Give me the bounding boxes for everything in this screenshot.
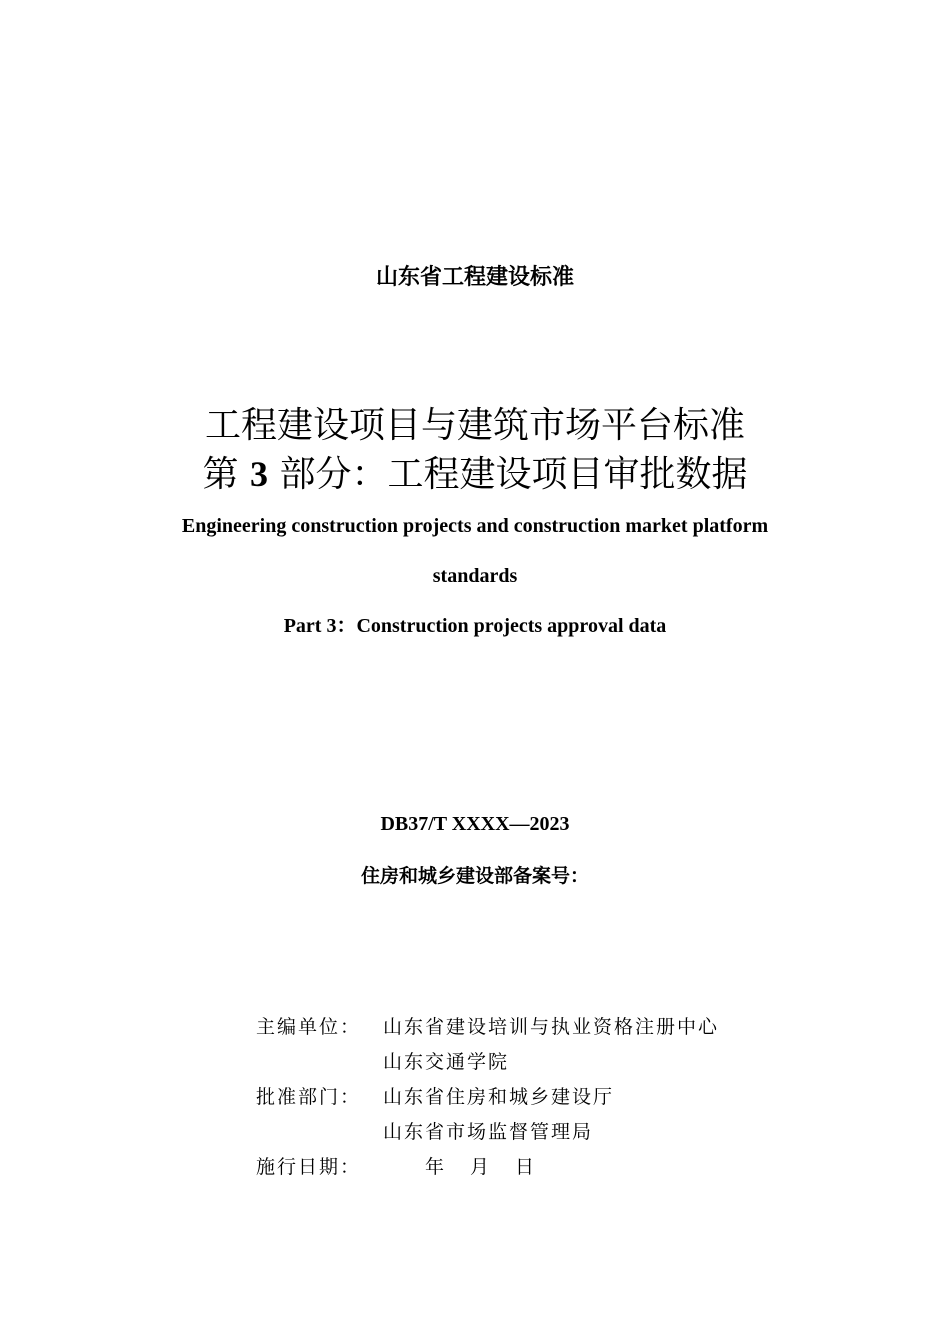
editor-row-2 xyxy=(256,1045,719,1080)
approver-value-2: 山东省市场监督管理局 xyxy=(383,1121,594,1143)
approver-value-1: 山东省住房和城乡建设厅 xyxy=(383,1086,615,1108)
standard-category: 山东省工程建设标准 xyxy=(375,265,574,290)
title-en-line3: Part 3：Construction projects approval data xyxy=(283,615,667,637)
editor-label: 主编单位： xyxy=(256,1016,362,1038)
title-en-line1: Engineering construction projects and construction market platform xyxy=(181,515,769,537)
title-cn-line2 xyxy=(0,452,950,497)
filing-number-label: 住房和城乡建设部备案号： xyxy=(360,865,589,887)
effective-date-row xyxy=(256,1150,719,1185)
approver-row-2 xyxy=(256,1115,719,1150)
title-cn-part-prefix: 第 xyxy=(202,454,239,495)
effective-date-label: 施行日期： xyxy=(256,1156,362,1178)
approver-label: 批准部门： xyxy=(256,1086,362,1108)
date-month: 月 xyxy=(470,1156,492,1178)
title-cn-part-number: 3 xyxy=(250,454,268,494)
publication-info xyxy=(256,1010,719,1185)
title-en-line2: standards xyxy=(432,565,518,587)
editor-value-2: 山东交通学院 xyxy=(383,1051,510,1073)
editor-row xyxy=(256,1010,719,1045)
date-year: 年 xyxy=(425,1156,447,1178)
approver-row xyxy=(256,1080,719,1115)
effective-date-value xyxy=(383,1150,536,1185)
title-cn-line1: 工程建设项目与建筑市场平台标准 xyxy=(204,405,745,446)
title-cn-part-suffix: 部分：工程建设项目审批数据 xyxy=(279,454,748,495)
editor-value-1: 山东省建设培训与执业资格注册中心 xyxy=(383,1016,720,1038)
date-day: 日 xyxy=(515,1156,537,1178)
standard-code: DB37/T XXXX—2023 xyxy=(380,813,570,835)
